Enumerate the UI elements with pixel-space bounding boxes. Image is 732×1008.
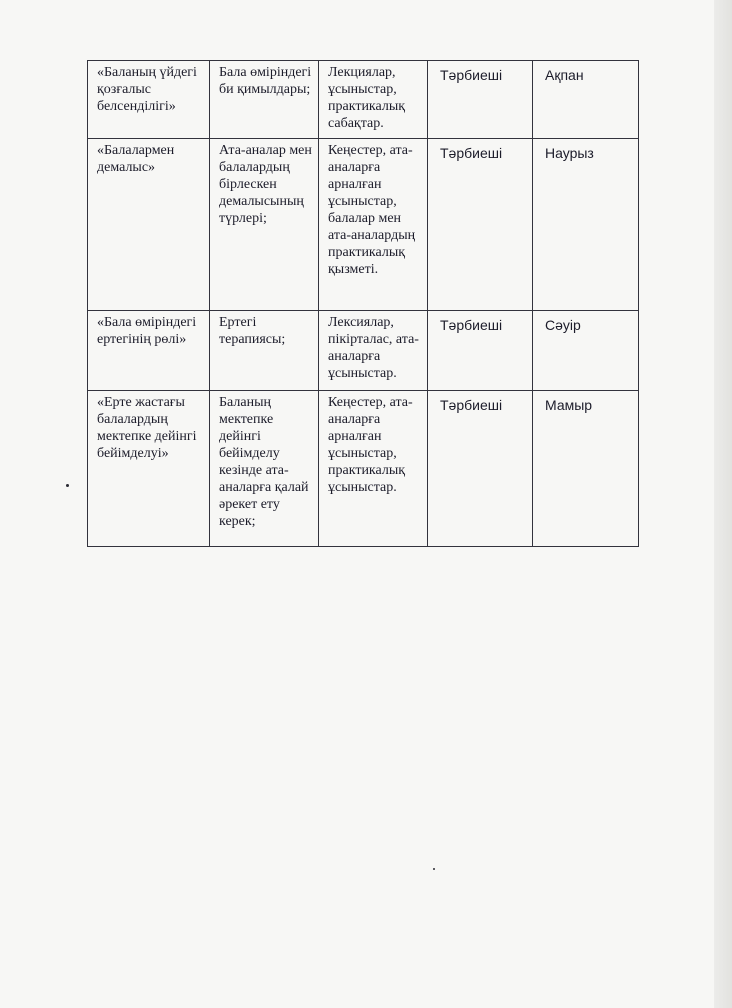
table-row — [88, 61, 639, 139]
parent-work-plan-table — [87, 60, 639, 547]
scan-speck — [66, 484, 69, 487]
table-row — [88, 311, 639, 391]
responsible-cell: Тәрбиеші — [428, 139, 533, 311]
topic-cell: «Баланың үйдегі қозғалыс белсенділігі» — [88, 61, 210, 139]
content-cell: Ата-аналар мен балалардың бірлескен демалысының түрлері; — [210, 139, 319, 311]
content-cell: Ертегі терапиясы; — [210, 311, 319, 391]
scan-speck — [433, 868, 435, 870]
table-row — [88, 391, 639, 547]
table-row — [88, 139, 639, 311]
form-cell: Лексиялар, пікірталас, ата-аналарға ұсыныстар. — [319, 311, 428, 391]
month-cell: Сәуір — [533, 311, 639, 391]
responsible-cell: Тәрбиеші — [428, 391, 533, 547]
topic-cell: «Балалармен демалыс» — [88, 139, 210, 311]
content-cell: Бала өміріндегі би қимылдары; — [210, 61, 319, 139]
form-cell: Кеңестер, ата-аналарға арналған ұсыныстар, балалар мен ата-аналардың практикалық қызметі. — [319, 139, 428, 311]
month-cell: Ақпан — [533, 61, 639, 139]
month-cell: Мамыр — [533, 391, 639, 547]
page-edge — [714, 0, 732, 1008]
topic-cell: «Ерте жастағы балалардың мектепке дейінгі бейімделуі» — [88, 391, 210, 547]
topic-cell: «Бала өміріндегі ертегінің рөлі» — [88, 311, 210, 391]
content-cell: Баланың мектепке дейінгі бейімделу кезінде ата-аналарға қалай әрекет ету керек; — [210, 391, 319, 547]
responsible-cell: Тәрбиеші — [428, 61, 533, 139]
form-cell: Лекциялар, ұсыныстар, практикалық сабақтар. — [319, 61, 428, 139]
month-cell: Наурыз — [533, 139, 639, 311]
form-cell: Кеңестер, ата-аналарға арналған ұсыныстар, практикалық ұсыныстар. — [319, 391, 428, 547]
responsible-cell: Тәрбиеші — [428, 311, 533, 391]
